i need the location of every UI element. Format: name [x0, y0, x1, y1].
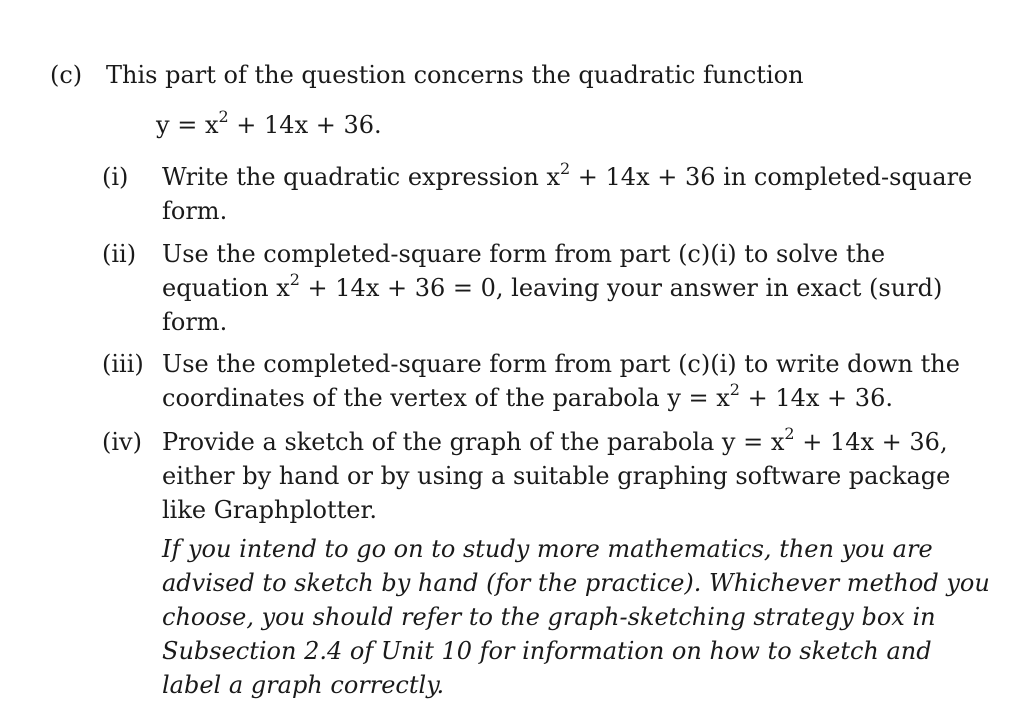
subpart-line: form.	[162, 308, 228, 336]
note-line: choose, you should refer to the graph-sketching strategy box in	[162, 603, 936, 631]
subpart-line: Use the completed-square form from part (c)(i) to solve the	[162, 240, 886, 268]
subpart-text-iii	[162, 347, 982, 415]
quadratic-equation: $y = x^2 + 14x + 36$.	[156, 107, 382, 139]
subpart-text-iv	[162, 425, 982, 527]
subpart-text-i	[162, 160, 982, 228]
subpart-line: coordinates of the vertex of the parabola $y = x^2 + 14x + 36$.	[162, 380, 893, 412]
note-line: advised to sketch by hand (for the practice). Whichever method you	[162, 569, 990, 597]
subpart-line: Provide a sketch of the graph of the parabola $y = x^2 + 14x + 36$,	[162, 424, 948, 456]
subpart-label-iii: (iii)	[102, 350, 144, 378]
note-line: If you intend to go on to study more mathematics, then you are	[162, 535, 933, 563]
part-label: (c)	[50, 61, 83, 89]
subpart-line: equation $x^2 + 14x + 36 = 0$, leaving your answer in exact (surd)	[162, 270, 943, 302]
subpart-line: form.	[162, 197, 228, 225]
note-line: Subsection 2.4 of Unit 10 for information on how to sketch and	[162, 637, 932, 665]
subpart-line: like Graphplotter.	[162, 496, 377, 524]
subpart-label-i: (i)	[102, 163, 129, 191]
note-line: label a graph correctly.	[162, 671, 445, 699]
part-intro: This part of the question concerns the quadratic function	[106, 61, 804, 89]
study-advice-note	[162, 532, 990, 702]
subpart-line: Write the quadratic expression $x^2 + 14x + 36$ in completed-square	[162, 159, 973, 191]
subpart-line: either by hand or by using a suitable graphing software package	[162, 462, 951, 490]
subpart-text-ii	[162, 237, 982, 339]
subpart-label-ii: (ii)	[102, 240, 137, 268]
subpart-line: Use the completed-square form from part (c)(i) to write down the	[162, 350, 960, 378]
subpart-label-iv: (iv)	[102, 428, 142, 456]
